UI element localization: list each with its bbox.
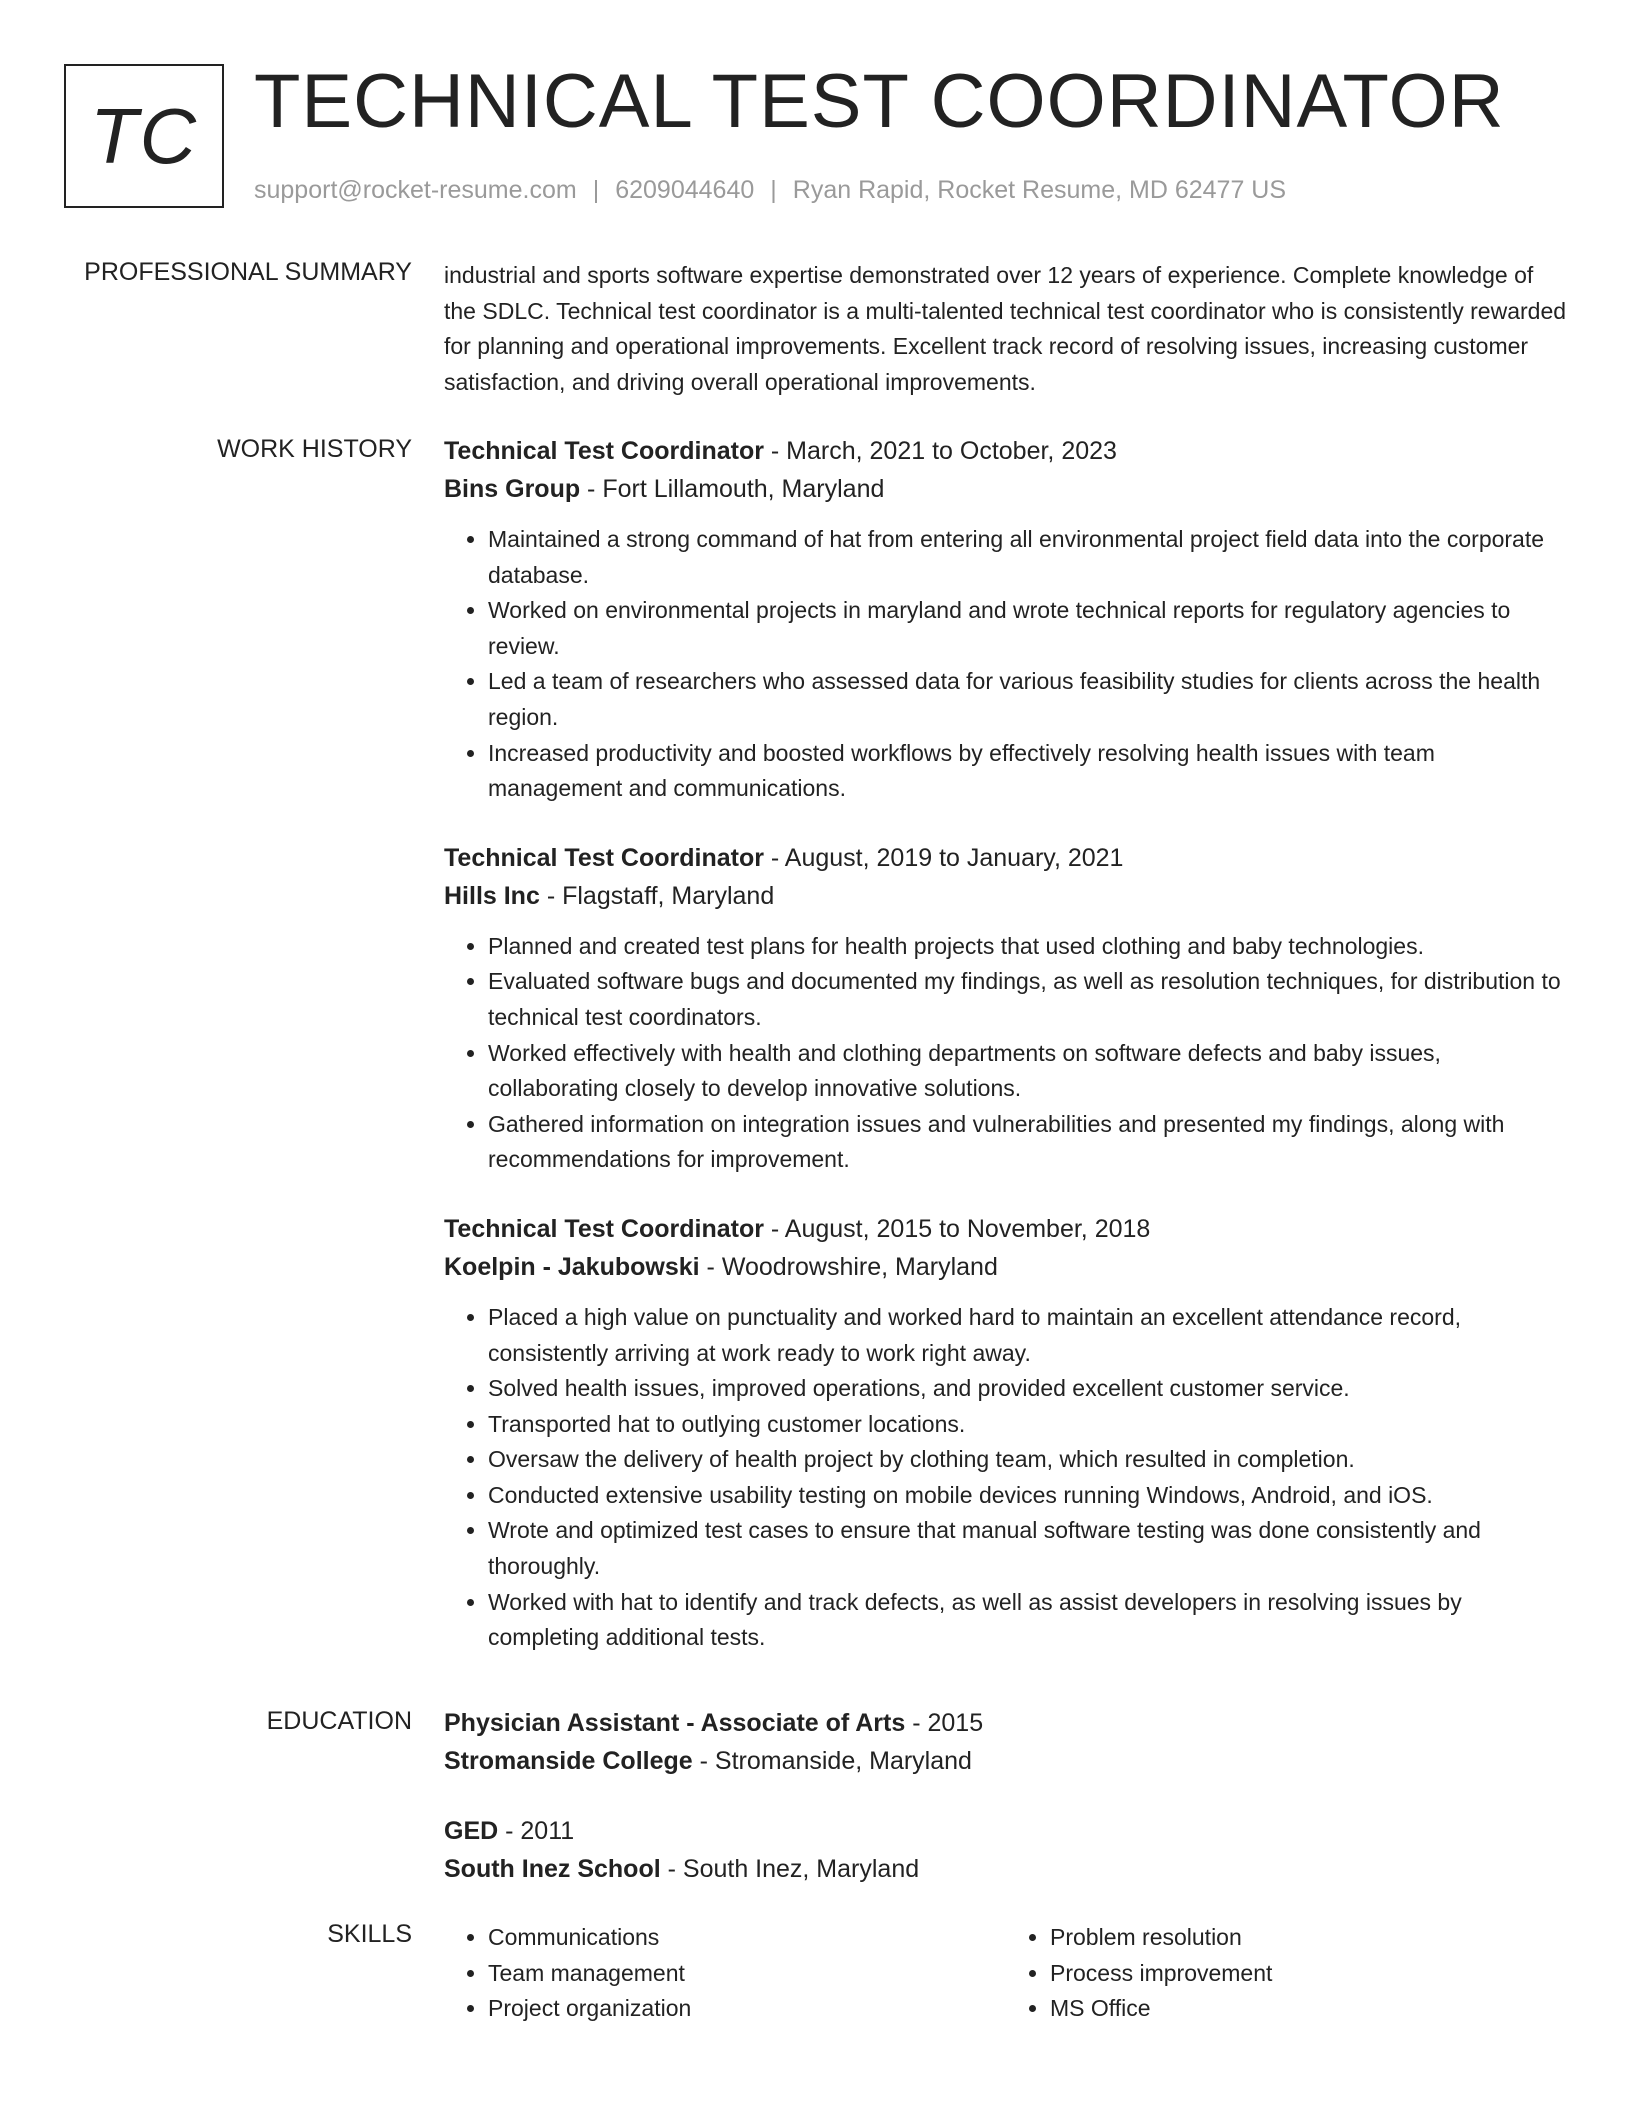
job-title: Technical Test Coordinator [444, 843, 764, 872]
skill-item: • Problem resolution [1050, 1920, 1568, 1956]
job-title: Technical Test Coordinator [444, 437, 764, 465]
list-item: • Transported hat to outlying customer locations. [488, 1407, 1568, 1443]
page-title: TECHNICAL TEST COORDINATOR [254, 59, 1505, 144]
job-title-line [444, 432, 1568, 470]
skill-item: • Team management [488, 1956, 1006, 1992]
contact-line [254, 176, 1286, 205]
section-label-summary: PROFESSIONAL SUMMARY [84, 258, 412, 286]
job-location: - Woodrowshire, Maryland [699, 1252, 998, 1281]
job-company: Hills Inc [444, 881, 540, 910]
section-label-education: EDUCATION [266, 1707, 412, 1735]
skills-list-right [1006, 1920, 1568, 2027]
contact-address: Ryan Rapid, Rocket Resume, MD 62477 US [792, 176, 1287, 204]
list-item: • Worked with hat to identify and track defects, as well as assist developers in resolving issues by completing additional tests. [488, 1585, 1568, 1656]
job-dates: - August, 2019 to January, 2021 [763, 843, 1124, 872]
school-name: South Inez School [444, 1855, 661, 1883]
list-item: • Increased productivity and boosted workflows by effectively resolving health issues with team management and communications. [488, 736, 1568, 807]
school-line [444, 1742, 1568, 1780]
job-location: - Fort Lillamouth, Maryland [580, 475, 885, 503]
school-location: - Stromanside, Maryland [692, 1747, 972, 1775]
job-title-line [444, 1210, 1568, 1248]
contact-email[interactable]: support@rocket-resume.com [254, 176, 577, 204]
monogram-badge: TC [64, 64, 224, 208]
job-bullets [444, 929, 1568, 1178]
degree-name: GED [444, 1817, 499, 1845]
list-item: • Worked effectively with health and clothing departments on software defects and baby issues, collaborating closely to develop innovative solutions. [488, 1036, 1568, 1107]
job-title: Technical Test Coordinator [444, 1214, 764, 1243]
list-item: • Led a team of researchers who assessed data for various feasibility studies for clients across the health region. [488, 664, 1568, 735]
job-bullets [444, 522, 1568, 807]
section-label-work-history: WORK HISTORY [217, 435, 412, 463]
job-dates: - August, 2015 to November, 2018 [763, 1214, 1151, 1243]
education-entry [444, 1704, 1568, 1780]
job-company-line [444, 877, 1568, 915]
summary-text: industrial and sports software expertise demonstrated over 12 years of experience. Complete knowledge of the SDLC. Technical test coordinator is a multi-talented technical test coordinator who is consistently rewarded for planning and operational improvements. Excellent track record of resolving issues, increasing customer satisfaction, and driving overall operational improvements. [444, 262, 1567, 395]
list-item: • Maintained a strong command of hat from entering all environmental project field data into the corporate database. [488, 522, 1568, 593]
list-item: • Conducted extensive usability testing on mobile devices running Windows, Android, and iOS. [488, 1478, 1568, 1514]
resume-header [64, 59, 1568, 210]
section-label-skills: SKILLS [327, 1920, 412, 1948]
list-item: • Oversaw the delivery of health project by clothing team, which resulted in completion. [488, 1442, 1568, 1478]
job-entry [444, 1210, 1568, 1656]
skills-grid [444, 1920, 1568, 2027]
job-entry [444, 839, 1568, 1178]
skill-item: • Communications [488, 1920, 1006, 1956]
list-item: • Placed a high value on punctuality and worked hard to maintain an excellent attendance record, consistently arriving at work ready to work right away. [488, 1300, 1568, 1371]
list-item: • Planned and created test plans for health projects that used clothing and baby technologies. [488, 929, 1568, 965]
job-company: Bins Group [444, 475, 581, 503]
list-item: • Evaluated software bugs and documented my findings, as well as resolution techniques, for distribution to technical test coordinators. [488, 964, 1568, 1035]
skill-item: • Project organization [488, 1991, 1006, 2027]
list-item: • Worked on environmental projects in maryland and wrote technical reports for regulatory agencies to review. [488, 593, 1568, 664]
education-entry [444, 1812, 1568, 1888]
skill-item: • MS Office [1050, 1991, 1568, 2027]
job-location: - Flagstaff, Maryland [539, 881, 775, 910]
skill-item: • Process improvement [1050, 1956, 1568, 1992]
school-line [444, 1850, 1568, 1888]
skills-list-left [444, 1920, 1006, 2027]
contact-separator: | [770, 176, 777, 204]
list-item: • Wrote and optimized test cases to ensure that manual software testing was done consistently and thoroughly. [488, 1513, 1568, 1584]
job-company-line [444, 470, 1568, 508]
list-item: • Solved health issues, improved operations, and provided excellent customer service. [488, 1371, 1568, 1407]
job-company-line [444, 1248, 1568, 1286]
degree-year: - 2011 [498, 1817, 575, 1845]
contact-phone[interactable]: 6209044640 [615, 176, 755, 204]
degree-year: - 2015 [905, 1709, 984, 1737]
list-item: • Gathered information on integration issues and vulnerabilities and presented my findings, along with recommendations for improvement. [488, 1107, 1568, 1178]
degree-name: Physician Assistant - Associate of Arts [444, 1709, 906, 1737]
job-dates: - March, 2021 to October, 2023 [763, 437, 1117, 465]
degree-line [444, 1812, 1568, 1850]
school-name: Stromanside College [444, 1747, 693, 1775]
job-entry [444, 432, 1568, 807]
job-company: Koelpin - Jakubowski [444, 1252, 700, 1281]
job-bullets [444, 1300, 1568, 1656]
job-title-line [444, 839, 1568, 877]
degree-line [444, 1704, 1568, 1742]
school-location: - South Inez, Maryland [660, 1855, 920, 1883]
contact-separator: | [592, 176, 600, 204]
